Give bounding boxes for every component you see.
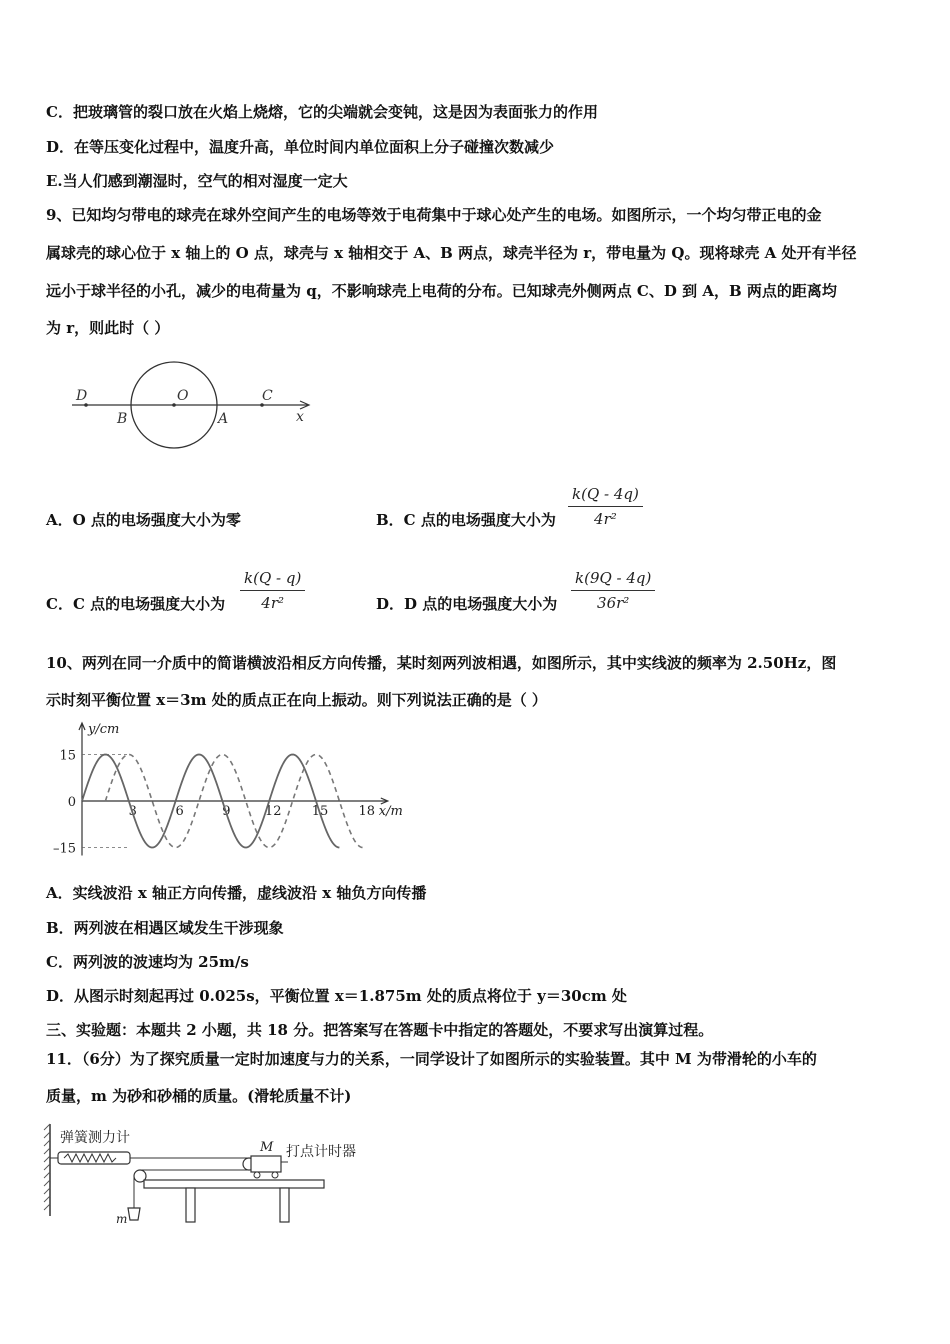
x-tick-label: 9 [222, 804, 231, 819]
timer-label: 打点计时器 [286, 1144, 356, 1160]
q10-option-c: C．两列波的波速均为 25m/s [46, 953, 249, 971]
label-m-large: M [260, 1140, 274, 1155]
q9-sphere-diagram [60, 355, 330, 455]
spring-balance-label: 弹簧测力计 [60, 1130, 130, 1146]
label-x: x [296, 409, 304, 425]
label-m-small: m [116, 1212, 128, 1226]
wall-hatching [44, 1124, 50, 1210]
q8-option-e: E.当人们感到潮湿时，空气的相对湿度一定大 [46, 172, 348, 190]
q10-option-b: B．两列波在相遇区域发生干涉现象 [46, 919, 284, 937]
table-top [144, 1180, 324, 1188]
cart-wheel-left [254, 1172, 260, 1178]
q10-stem-line2: 示时刻平衡位置 x＝3m 处的质点正在向上振动。则下列说法正确的是（ ） [46, 691, 547, 709]
q9-option-d: D．D 点的电场强度大小为 [376, 595, 558, 613]
x-tick-label: 6 [175, 804, 184, 819]
q9-option-c: C．C 点的电场强度大小为 [46, 595, 226, 613]
table-leg-left [186, 1188, 195, 1222]
q9-option-d-fraction [571, 569, 655, 612]
sand-bucket [128, 1208, 140, 1220]
q9-option-c-denominator: 4r² [261, 594, 285, 612]
y-tick-label: 15 [59, 748, 76, 764]
q8-option-c: C．把玻璃管的裂口放在火焰上烧熔，它的尖端就会变钝，这是因为表面张力的作用 [46, 103, 598, 121]
label-c: C [262, 388, 273, 404]
q9-option-c-fraction [240, 569, 305, 612]
x-axis-label: x/m [378, 804, 403, 819]
y-tick-label: 0 [67, 795, 76, 810]
x-tick-label: 15 [311, 804, 329, 819]
q9-option-d-numerator: k(9Q - 4q) [571, 569, 655, 591]
q9-stem-line3: 远小于球半径的小孔，减少的电荷量为 q，不影响球壳上电荷的分布。已知球壳外侧两点 C、D 到 A，B 两点的距离均 [46, 282, 837, 300]
table-leg-right [280, 1188, 289, 1222]
section-3-heading: 三、实验题：本题共 2 小题，共 18 分。把答案写在答题卡中指定的答题处，不要求写出演算过程。 [46, 1021, 714, 1039]
q9-option-d-denominator: 36r² [597, 594, 630, 612]
q10-wave-chart [46, 718, 406, 868]
x-tick-label: 12 [264, 804, 282, 819]
q11-stem-line2: 质量，m 为砂和砂桶的质量。(滑轮质量不计) [46, 1087, 352, 1105]
point-o [172, 403, 176, 407]
x-tick-label: 3 [128, 804, 137, 819]
q9-option-c-numerator: k(Q - q) [240, 569, 305, 591]
q11-apparatus-diagram [44, 1120, 384, 1230]
cart-wheel-right [272, 1172, 278, 1178]
label-a: A [218, 411, 229, 427]
q11-stem-line1: 11．（6分）为了探究质量一定时加速度与力的关系，一同学设计了如图所示的实验装置。其中 M 为带滑轮的小车的 [46, 1050, 817, 1068]
q10-option-d: D．从图示时刻起再过 0.025s，平衡位置 x＝1.875m 处的质点将位于 y＝30cm 处 [46, 987, 627, 1005]
q10-stem-line1: 10、两列在同一介质中的简谐横波沿相反方向传播，某时刻两列波相遇，如图所示，其中实线波的频率为 2.50Hz，图 [46, 654, 837, 672]
q9-option-b-denominator: 4r² [594, 510, 617, 528]
spring-coil [64, 1154, 116, 1162]
q9-option-b-numerator: k(Q - 4q) [568, 485, 643, 507]
y-tick-label: –15 [52, 841, 76, 857]
x-tick-label: 18 [358, 804, 376, 819]
label-b: B [117, 411, 128, 427]
cart [251, 1156, 281, 1172]
y-axis-label: y/cm [88, 722, 120, 737]
q8-option-d: D．在等压变化过程中，温度升高，单位时间内单位面积上分子碰撞次数减少 [46, 138, 555, 156]
label-o: O [177, 388, 189, 404]
q9-stem-line4: 为 r，则此时（ ） [46, 319, 170, 337]
q9-stem-line2: 属球壳的球心位于 x 轴上的 O 点，球壳与 x 轴相交于 A、B 两点，球壳半径为 r，带电量为 Q。现将球壳 A 处开有半径 [46, 244, 857, 262]
q10-option-a: A．实线波沿 x 轴正方向传播，虚线波沿 x 轴负方向传播 [46, 884, 427, 902]
q9-stem-line1: 9、已知均匀带电的球壳在球外空间产生的电场等效于电荷集中于球心处产生的电场。如图所示，一个均匀带正电的金 [46, 206, 822, 224]
q9-option-b-fraction [568, 485, 643, 528]
q9-option-b: B．C 点的电场强度大小为 [376, 511, 556, 529]
label-d: D [76, 388, 88, 404]
q9-option-a: A．O 点的电场强度大小为零 [46, 511, 241, 529]
